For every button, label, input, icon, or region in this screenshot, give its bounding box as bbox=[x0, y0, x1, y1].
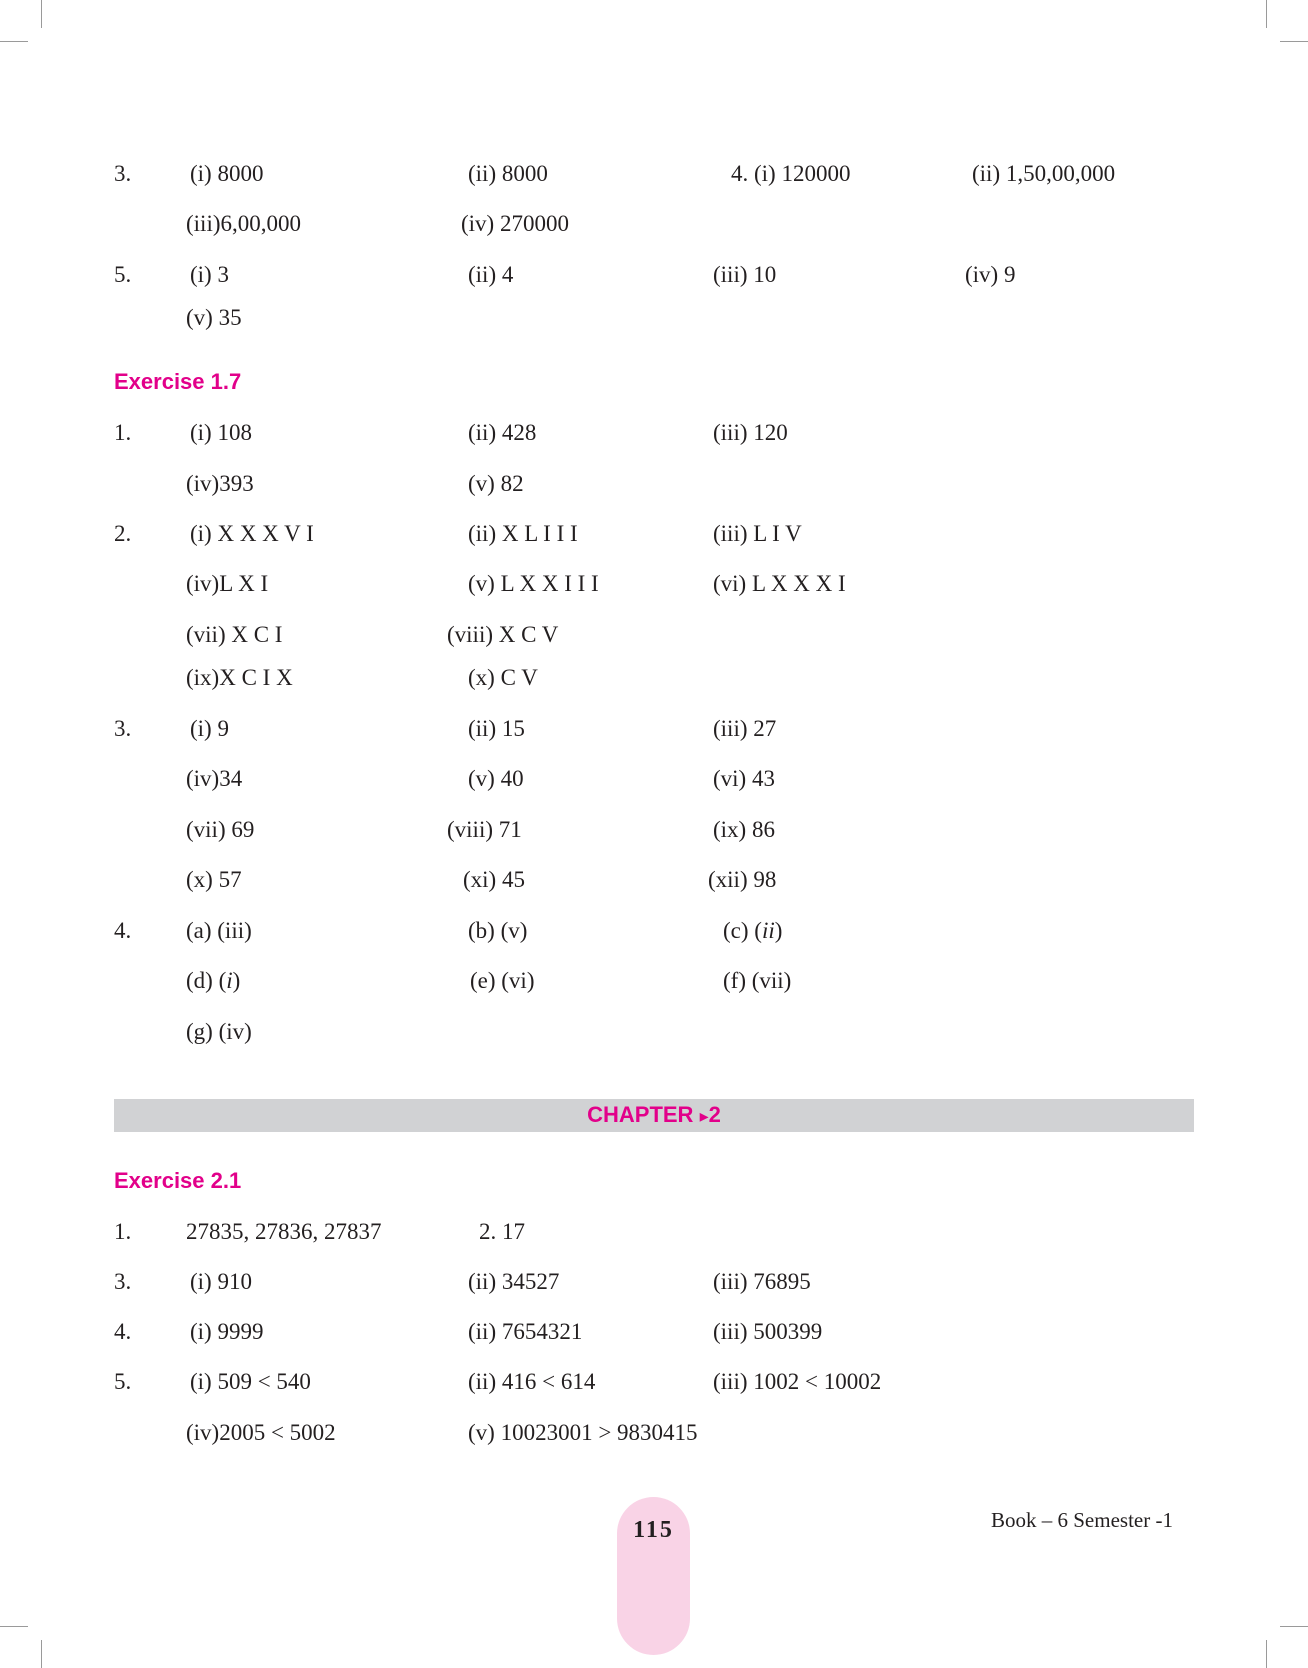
answer: (e) (vi) bbox=[470, 968, 535, 993]
answer: (i) 910 bbox=[190, 1269, 252, 1294]
crop-mark bbox=[1280, 41, 1308, 42]
page-number: 115 bbox=[633, 1517, 674, 1543]
answer: (x) C V bbox=[468, 665, 538, 690]
book-label: Book – 6 Semester -1 bbox=[991, 1508, 1173, 1532]
chapter-bar bbox=[114, 1099, 1194, 1132]
crop-mark bbox=[1266, 1640, 1267, 1668]
answer: (xi) 45 bbox=[463, 867, 525, 892]
answer: (xii) 98 bbox=[708, 867, 777, 892]
answer: (iv) 9 bbox=[965, 262, 1016, 287]
page-number-tab bbox=[617, 1497, 690, 1655]
answer: (iii) 500399 bbox=[713, 1319, 823, 1344]
answer: (f) (vii) bbox=[723, 968, 792, 993]
question-number: 4. bbox=[114, 1319, 132, 1344]
answer: (viii) 71 bbox=[447, 817, 522, 842]
answer: (ii) 4 bbox=[468, 262, 514, 287]
question-number: 2. bbox=[114, 521, 132, 546]
answer: (v) 35 bbox=[186, 305, 242, 330]
answer: 2. 17 bbox=[479, 1219, 525, 1244]
answer: (v) 82 bbox=[468, 471, 524, 496]
chapter-number: 2 bbox=[708, 1102, 721, 1127]
answer: (ix) 86 bbox=[713, 817, 775, 842]
crop-mark bbox=[0, 41, 28, 42]
question-number: 5. bbox=[114, 1369, 132, 1394]
answer: (b) (v) bbox=[468, 918, 528, 943]
answer: (ii) 428 bbox=[468, 420, 537, 445]
chapter-title bbox=[114, 1102, 1194, 1128]
exercise-heading: Exercise 2.1 bbox=[114, 1168, 242, 1193]
answer: (v) 10023001 > 9830415 bbox=[468, 1420, 698, 1445]
answer: (vii) 69 bbox=[186, 817, 255, 842]
answer bbox=[186, 967, 240, 995]
answer: (iii) 27 bbox=[713, 716, 777, 741]
crop-mark bbox=[0, 1626, 28, 1627]
question-number: 1. bbox=[114, 420, 132, 445]
answer: (i) 3 bbox=[190, 262, 229, 287]
answer: (iii) 10 bbox=[713, 262, 777, 287]
answer: (iv)L X I bbox=[186, 571, 269, 596]
answer: (iii) 1002 < 10002 bbox=[713, 1369, 882, 1394]
answer-prefix: (c) ( bbox=[723, 918, 762, 943]
answer-suffix: ) bbox=[774, 918, 783, 943]
answer: (i) 9999 bbox=[190, 1319, 264, 1344]
question-number: 3. bbox=[114, 161, 132, 186]
answer: (iii) 76895 bbox=[713, 1269, 811, 1294]
question-number: 3. bbox=[114, 1269, 132, 1294]
answer: (ii) 15 bbox=[468, 716, 525, 741]
crop-mark bbox=[41, 0, 42, 28]
question-number: 1. bbox=[114, 1219, 132, 1244]
answer-italic: i bbox=[226, 968, 233, 993]
chapter-arrow-icon: ▸ bbox=[699, 1106, 709, 1126]
answer: (iv)393 bbox=[186, 471, 254, 496]
answer: (iv) 270000 bbox=[461, 211, 569, 236]
answer: (a) (iii) bbox=[186, 918, 252, 943]
answer-suffix: ) bbox=[232, 968, 241, 993]
answer: (iii) L I V bbox=[713, 521, 802, 546]
answer: (iii)6,00,000 bbox=[186, 211, 301, 236]
answer: (viii) X C V bbox=[447, 622, 559, 647]
answer: (i) 9 bbox=[190, 716, 229, 741]
answer: (vi) 43 bbox=[713, 766, 775, 791]
answer: (v) 40 bbox=[468, 766, 524, 791]
crop-mark bbox=[1280, 1626, 1308, 1627]
answer: (i) 509 < 540 bbox=[190, 1369, 311, 1394]
exercise-heading: Exercise 1.7 bbox=[114, 369, 242, 394]
answer: (iv)2005 < 5002 bbox=[186, 1420, 336, 1445]
question-number: 3. bbox=[114, 716, 132, 741]
answer-italic: ii bbox=[761, 918, 775, 943]
chapter-label: CHAPTER bbox=[587, 1102, 694, 1127]
answer-prefix: (d) ( bbox=[186, 968, 227, 993]
answer: 4. (i) 120000 bbox=[731, 161, 851, 186]
answer: (ii) 34527 bbox=[468, 1269, 560, 1294]
answer: 27835, 27836, 27837 bbox=[186, 1219, 382, 1244]
answer: (iii) 120 bbox=[713, 420, 788, 445]
answer: (ii) 1,50,00,000 bbox=[972, 161, 1116, 186]
answer: (v) L X X I I I bbox=[468, 571, 599, 596]
answer: (vii) X C I bbox=[186, 622, 283, 647]
answer: (ii) X L I I I bbox=[468, 521, 578, 546]
answer: (vi) L X X X I bbox=[713, 571, 846, 596]
crop-mark bbox=[41, 1640, 42, 1668]
crop-mark bbox=[1266, 0, 1267, 28]
answer: (i) 8000 bbox=[190, 161, 264, 186]
answer bbox=[723, 917, 782, 945]
answer: (i) 108 bbox=[190, 420, 252, 445]
answer: (ii) 7654321 bbox=[468, 1319, 583, 1344]
answer: (ii) 416 < 614 bbox=[468, 1369, 596, 1394]
answer: (i) X X X V I bbox=[190, 521, 314, 546]
answer: (ii) 8000 bbox=[468, 161, 548, 186]
question-number: 4. bbox=[114, 918, 132, 943]
answer: (g) (iv) bbox=[186, 1019, 252, 1044]
answer: (ix)X C I X bbox=[186, 665, 293, 690]
question-number: 5. bbox=[114, 262, 132, 287]
answer: (x) 57 bbox=[186, 867, 242, 892]
answer: (iv)34 bbox=[186, 766, 243, 791]
